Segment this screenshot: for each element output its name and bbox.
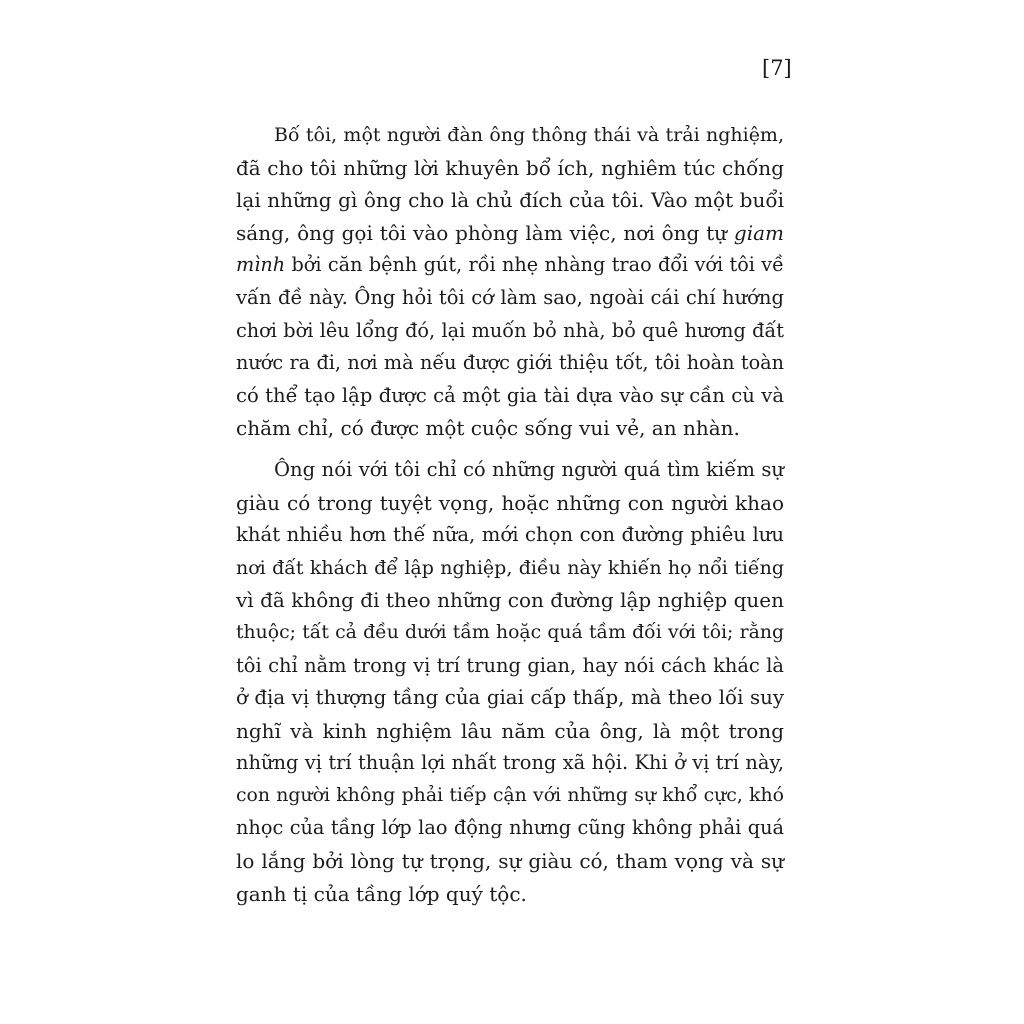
text-line: nhọc của tầng lớp lao động nhưng cũng không phải quá [236, 816, 784, 840]
text-line: sáng, ông gọi tôi vào phòng làm việc, nơi ông tự giam [236, 220, 784, 245]
text-line: có thể tạo lập được cả một gia tài dựa vào sự cần cù và [236, 383, 784, 407]
text-line: đã cho tôi những lời khuyên bổ ích, nghiêm túc chống [236, 155, 784, 180]
text-line: những vị trí thuận lợi nhất trong xã hội. Khi ở vị trí này, [236, 751, 784, 775]
text-line: Ông nói với tôi chỉ có những người quá tìm kiếm sự [274, 457, 784, 481]
text-line: thuộc; tất cả đều dưới tầm hoặc quá tầm đối với tôi; rằng [236, 621, 784, 643]
text-line: vì đã không đi theo những con đường lập nghiệp quen [236, 588, 784, 613]
text-line: tôi chỉ nằm trong vị trí trung gian, hay nói cách khác là [236, 653, 784, 677]
text-line: chơi bời lêu lổng đó, lại muốn bỏ nhà, bỏ quê hương đất [236, 318, 784, 342]
page-number: [7] [762, 56, 792, 80]
italic-text: mình [236, 253, 286, 277]
paragraph-1 [236, 119, 784, 445]
text-line: ganh tị của tầng lớp quý tộc. [236, 881, 527, 906]
italic-text: giam [733, 220, 784, 245]
text-line: vấn đề này. Ông hỏi tôi cớ làm sao, ngoài cái chí hướng [236, 285, 784, 309]
text-line: chăm chỉ, có được một cuộc sống vui vẻ, an nhàn. [236, 416, 740, 441]
text-line: nơi đất khách để lập nghiệp, điều này khiến họ nổi tiếng [236, 556, 784, 579]
text-line: khát nhiều hơn thế nữa, mới chọn con đường phiêu lưu [236, 523, 784, 547]
text-line: nước ra đi, nơi mà nếu được giới thiệu tốt, tôi hoàn toàn [236, 351, 784, 375]
text-line: ở địa vị thượng tầng của giai cấp thấp, mà theo lối suy [236, 686, 784, 710]
text-line: mình bởi căn bệnh gút, rồi nhẹ nhàng trao đổi với tôi về [236, 253, 784, 277]
text-line: nghĩ và kinh nghiệm lâu năm của ông, là một trong [236, 718, 784, 743]
paragraph-2 [236, 454, 784, 910]
text-line: lo lắng bởi lòng tự trọng, sự giàu có, tham vọng và sự [236, 849, 784, 874]
text-line: giàu có trong tuyệt vọng, hoặc những con người khao [236, 490, 784, 515]
text-line: con người không phải tiếp cận với những sự khổ cực, khó [236, 784, 784, 806]
body-text [236, 119, 784, 910]
text-line: lại những gì ông cho là chủ đích của tôi. Vào một buổi [236, 188, 784, 213]
text-line: Bố tôi, một người đàn ông thông thái và trải nghiệm, [274, 124, 784, 146]
